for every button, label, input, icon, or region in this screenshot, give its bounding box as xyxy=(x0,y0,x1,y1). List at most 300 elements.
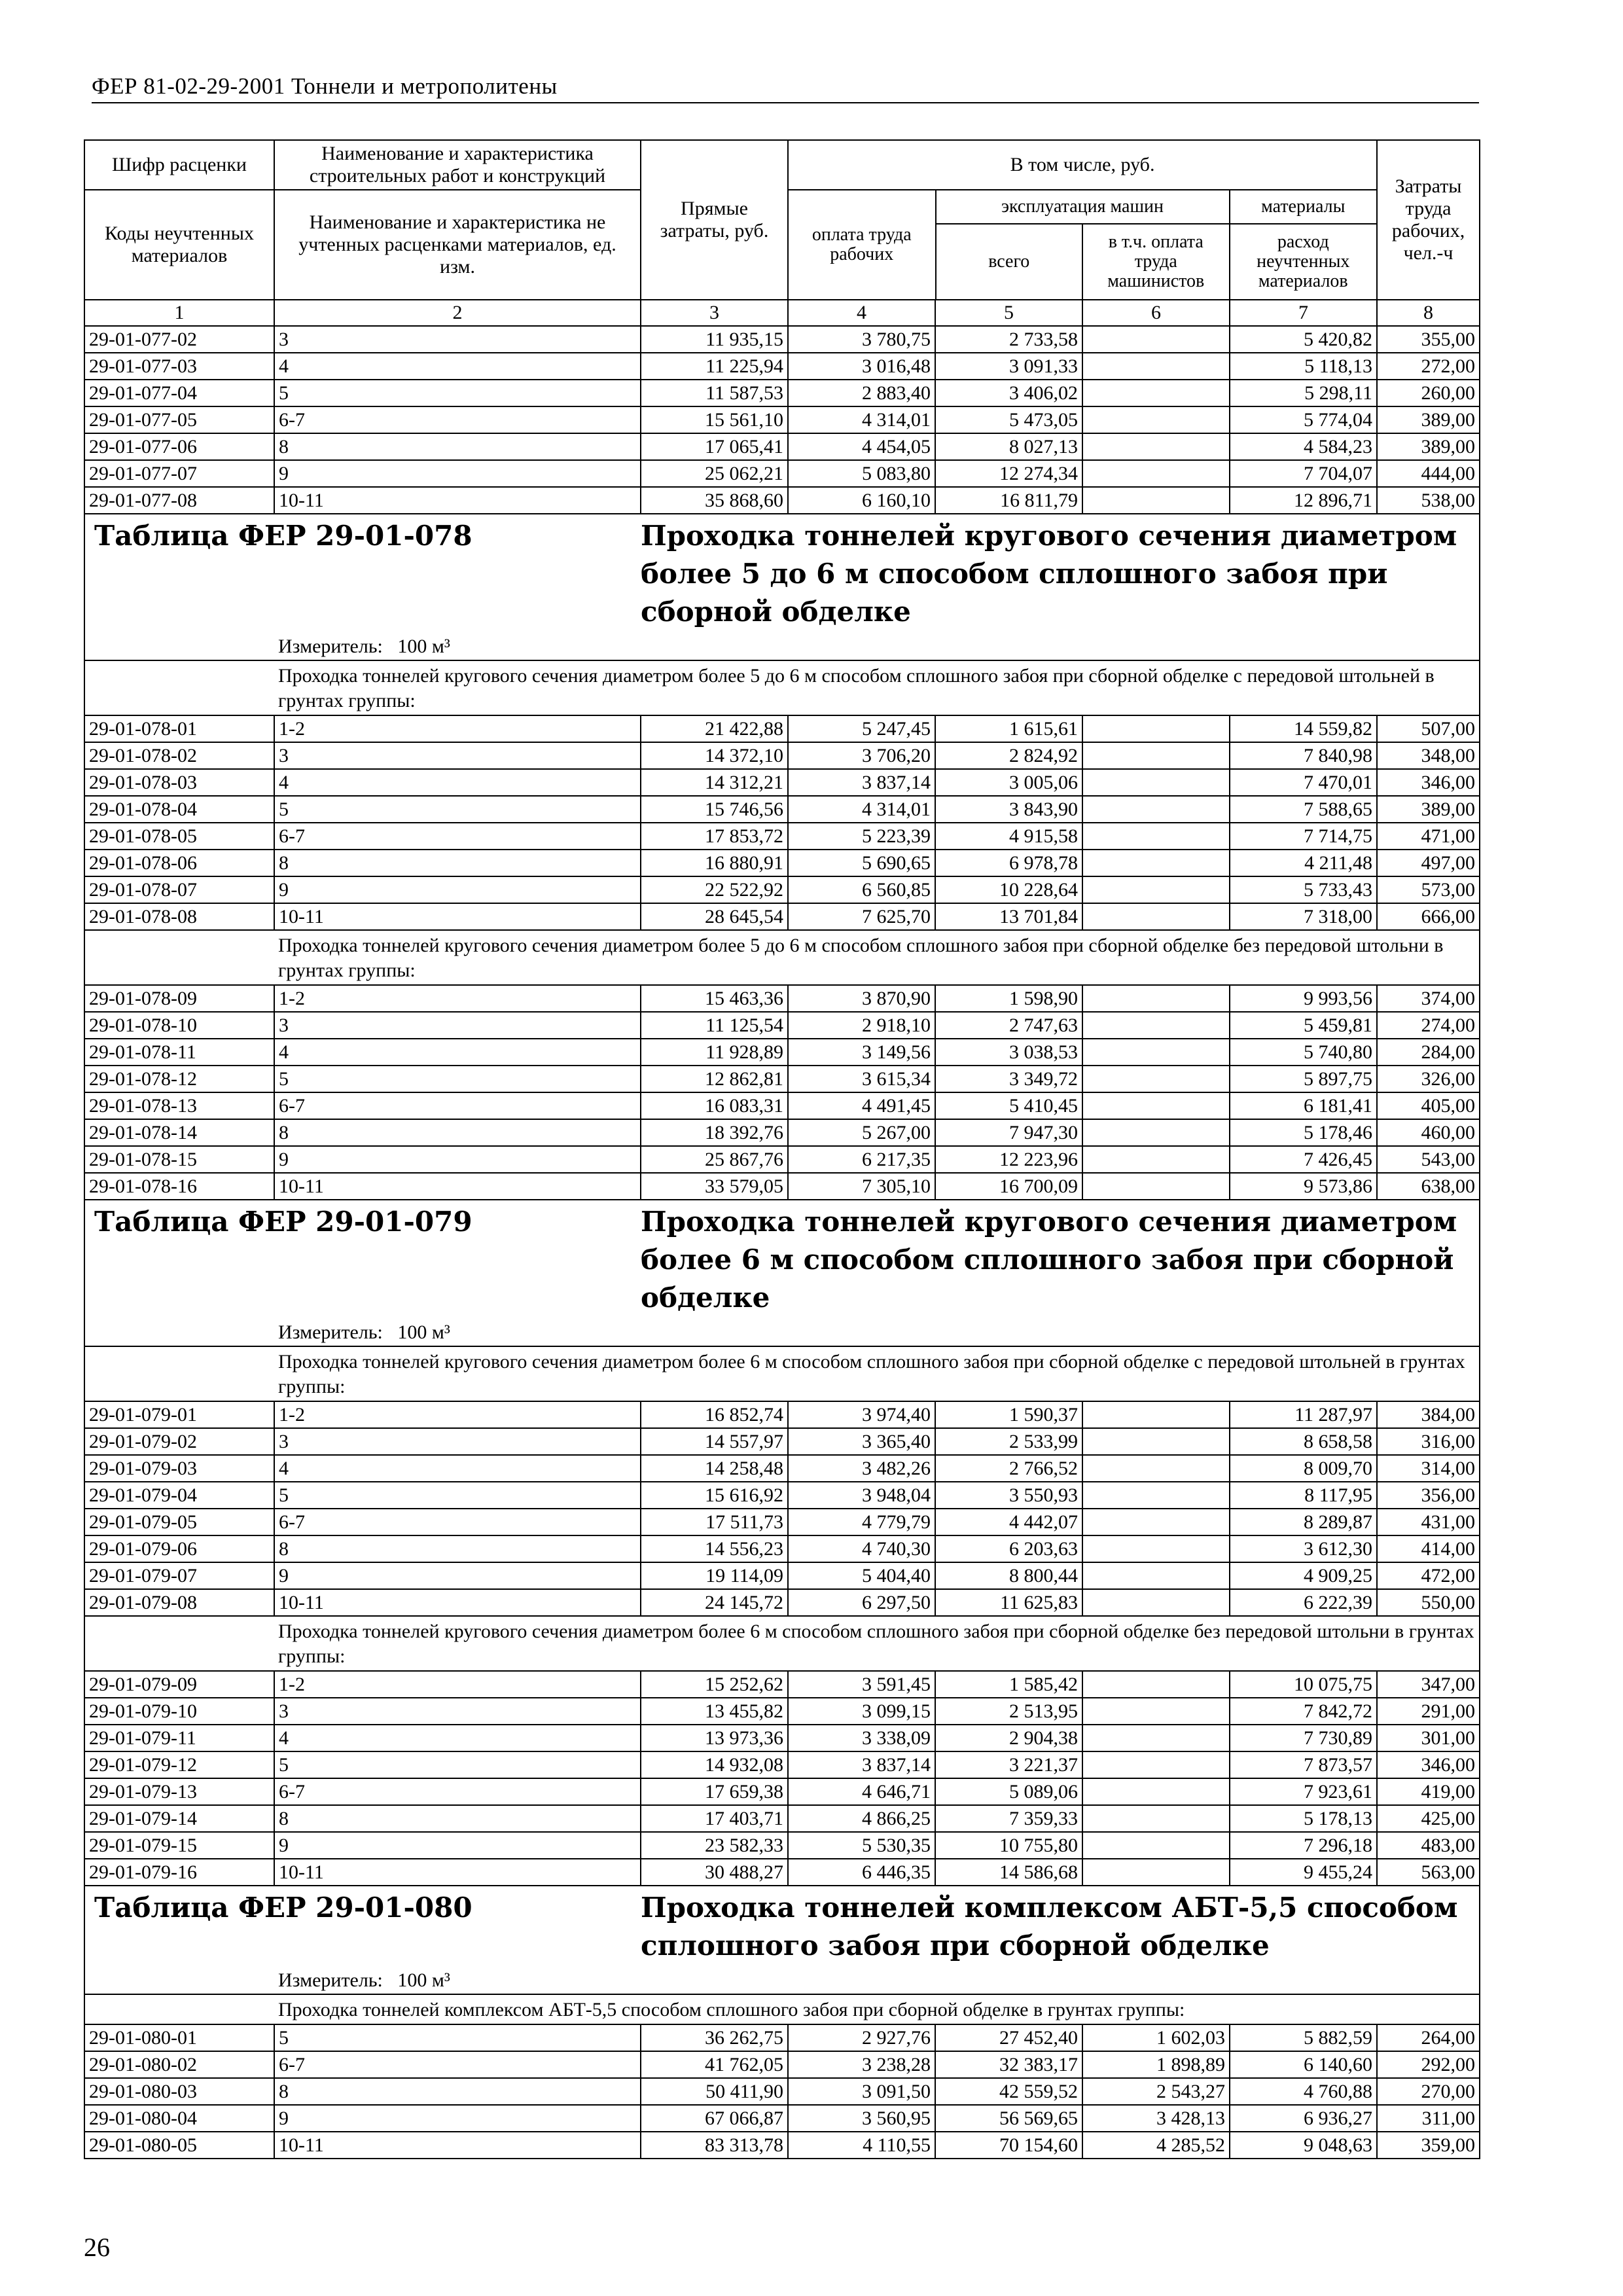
materials-cost: 4 211,48 xyxy=(1230,850,1377,876)
materials-cost: 7 704,07 xyxy=(1230,460,1377,487)
soil-group: 3 xyxy=(274,742,641,769)
table-row xyxy=(84,1173,1480,1200)
unit-cell xyxy=(274,1967,1480,1994)
labor-hours: 431,00 xyxy=(1377,1509,1480,1535)
materials-cost: 4 584,23 xyxy=(1230,433,1377,460)
machinist-wages xyxy=(1082,1535,1230,1562)
soil-group: 10-11 xyxy=(274,2132,641,2159)
materials-cost: 6 140,60 xyxy=(1230,2051,1377,2078)
soil-group: 4 xyxy=(274,1039,641,1066)
direct-costs: 15 616,92 xyxy=(641,1482,788,1509)
table-row xyxy=(84,353,1480,380)
direct-costs: 13 973,36 xyxy=(641,1725,788,1751)
table-row xyxy=(84,487,1480,514)
table-row xyxy=(84,2078,1480,2105)
rate-code: 29-01-078-13 xyxy=(84,1092,274,1119)
machinist-wages xyxy=(1082,487,1230,514)
rate-code: 29-01-077-02 xyxy=(84,326,274,353)
materials-cost: 7 714,75 xyxy=(1230,823,1377,850)
soil-group: 4 xyxy=(274,1725,641,1751)
materials-cost: 6 936,27 xyxy=(1230,2105,1377,2132)
worker-wages: 4 314,01 xyxy=(788,406,935,433)
labor-hours: 348,00 xyxy=(1377,742,1480,769)
worker-wages: 3 091,50 xyxy=(788,2078,935,2105)
materials-cost: 9 048,63 xyxy=(1230,2132,1377,2159)
header-name-unaccounted: Наименование и характеристика не учтенных расценками материалов, ед. изм. xyxy=(274,190,641,300)
group-description-row xyxy=(84,1616,1480,1671)
table-section-079-b xyxy=(84,1616,1480,1671)
machines-total: 5 089,06 xyxy=(935,1778,1082,1805)
soil-group: 6-7 xyxy=(274,406,641,433)
materials-cost: 5 178,46 xyxy=(1230,1119,1377,1146)
document-title: ФЕР 81-02-29-2001 Тоннели и метрополитены xyxy=(92,73,558,99)
unit-value: 100 м³ xyxy=(397,636,450,657)
machinist-wages xyxy=(1082,876,1230,903)
direct-costs: 19 114,09 xyxy=(641,1562,788,1589)
labor-hours: 374,00 xyxy=(1377,985,1480,1012)
machinist-wages: 1 602,03 xyxy=(1082,2024,1230,2051)
column-number: 3 xyxy=(641,300,788,326)
materials-cost: 6 222,39 xyxy=(1230,1589,1377,1616)
soil-group: 10-11 xyxy=(274,1589,641,1616)
machinist-wages xyxy=(1082,1562,1230,1589)
rate-code: 29-01-078-09 xyxy=(84,985,274,1012)
soil-group: 8 xyxy=(274,433,641,460)
soil-group: 9 xyxy=(274,460,641,487)
unit-label: Измеритель: xyxy=(278,1321,383,1343)
direct-costs: 16 880,91 xyxy=(641,850,788,876)
machinist-wages xyxy=(1082,1805,1230,1832)
labor-hours: 538,00 xyxy=(1377,487,1480,514)
table-row xyxy=(84,876,1480,903)
machines-total: 4 442,07 xyxy=(935,1509,1082,1535)
column-number: 4 xyxy=(788,300,935,326)
table-row xyxy=(84,1805,1480,1832)
materials-cost: 10 075,75 xyxy=(1230,1671,1377,1698)
soil-group: 3 xyxy=(274,1012,641,1039)
table-row xyxy=(84,433,1480,460)
column-number: 8 xyxy=(1377,300,1480,326)
labor-hours: 292,00 xyxy=(1377,2051,1480,2078)
materials-cost: 7 842,72 xyxy=(1230,1698,1377,1725)
machines-total: 11 625,83 xyxy=(935,1589,1082,1616)
soil-group: 6-7 xyxy=(274,823,641,850)
group-description-row xyxy=(84,660,1480,715)
rate-code: 29-01-079-14 xyxy=(84,1805,274,1832)
labor-hours: 272,00 xyxy=(1377,353,1480,380)
soil-group: 8 xyxy=(274,2078,641,2105)
machinist-wages xyxy=(1082,1671,1230,1698)
labor-hours: 347,00 xyxy=(1377,1671,1480,1698)
labor-hours: 389,00 xyxy=(1377,433,1480,460)
rate-code: 29-01-079-06 xyxy=(84,1535,274,1562)
table-row xyxy=(84,796,1480,823)
materials-cost: 7 840,98 xyxy=(1230,742,1377,769)
soil-group: 3 xyxy=(274,326,641,353)
labor-hours: 563,00 xyxy=(1377,1859,1480,1886)
rates-table xyxy=(84,139,1480,2159)
worker-wages: 5 530,35 xyxy=(788,1832,935,1859)
table-row xyxy=(84,1778,1480,1805)
machinist-wages xyxy=(1082,903,1230,930)
direct-costs: 15 746,56 xyxy=(641,796,788,823)
direct-costs: 11 587,53 xyxy=(641,380,788,406)
worker-wages: 4 779,79 xyxy=(788,1509,935,1535)
section-label: Таблица ФЕР 29-01-080 xyxy=(84,1886,641,1967)
column-number: 7 xyxy=(1230,300,1377,326)
direct-costs: 21 422,88 xyxy=(641,715,788,742)
labor-hours: 274,00 xyxy=(1377,1012,1480,1039)
worker-wages: 3 706,20 xyxy=(788,742,935,769)
table-row xyxy=(84,1455,1480,1482)
page-number: 26 xyxy=(84,2233,110,2262)
table-section-080 xyxy=(84,1886,1480,2024)
machines-total: 70 154,60 xyxy=(935,2132,1082,2159)
labor-hours: 346,00 xyxy=(1377,769,1480,796)
soil-group: 6-7 xyxy=(274,1509,641,1535)
machines-total: 16 700,09 xyxy=(935,1173,1082,1200)
labor-hours: 346,00 xyxy=(1377,1751,1480,1778)
machines-total: 10 228,64 xyxy=(935,876,1082,903)
machines-total: 3 038,53 xyxy=(935,1039,1082,1066)
materials-cost: 7 923,61 xyxy=(1230,1778,1377,1805)
direct-costs: 25 867,76 xyxy=(641,1146,788,1173)
table-row xyxy=(84,715,1480,742)
machines-total: 27 452,40 xyxy=(935,2024,1082,2051)
direct-costs: 15 463,36 xyxy=(641,985,788,1012)
column-numbers-row xyxy=(84,300,1480,326)
materials-cost: 5 178,13 xyxy=(1230,1805,1377,1832)
machinist-wages xyxy=(1082,1146,1230,1173)
rate-code: 29-01-079-16 xyxy=(84,1859,274,1886)
labor-hours: 472,00 xyxy=(1377,1562,1480,1589)
direct-costs: 33 579,05 xyxy=(641,1173,788,1200)
column-number: 5 xyxy=(935,300,1082,326)
labor-hours: 264,00 xyxy=(1377,2024,1480,2051)
materials-cost: 7 426,45 xyxy=(1230,1146,1377,1173)
rate-code: 29-01-079-09 xyxy=(84,1671,274,1698)
machines-total: 1 615,61 xyxy=(935,715,1082,742)
materials-cost: 5 420,82 xyxy=(1230,326,1377,353)
materials-cost: 8 289,87 xyxy=(1230,1509,1377,1535)
machines-total: 5 410,45 xyxy=(935,1092,1082,1119)
labor-hours: 573,00 xyxy=(1377,876,1480,903)
machinist-wages xyxy=(1082,1428,1230,1455)
machines-total: 2 533,99 xyxy=(935,1428,1082,1455)
labor-hours: 291,00 xyxy=(1377,1698,1480,1725)
rate-code: 29-01-080-04 xyxy=(84,2105,274,2132)
rate-code: 29-01-077-08 xyxy=(84,487,274,514)
rows-078-b xyxy=(84,985,1480,1200)
machines-total: 4 915,58 xyxy=(935,823,1082,850)
machines-total: 8 800,44 xyxy=(935,1562,1082,1589)
header-direct-costs: Прямые затраты, руб. xyxy=(641,140,788,300)
soil-group: 8 xyxy=(274,1119,641,1146)
machinist-wages xyxy=(1082,380,1230,406)
soil-group: 10-11 xyxy=(274,1859,641,1886)
table-row xyxy=(84,1562,1480,1589)
column-number: 2 xyxy=(274,300,641,326)
worker-wages: 4 454,05 xyxy=(788,433,935,460)
rate-code: 29-01-079-07 xyxy=(84,1562,274,1589)
machinist-wages xyxy=(1082,460,1230,487)
direct-costs: 14 556,23 xyxy=(641,1535,788,1562)
machines-total: 3 221,37 xyxy=(935,1751,1082,1778)
machines-total: 6 978,78 xyxy=(935,850,1082,876)
section-title: Проходка тоннелей кругового сечения диаметром более 6 м способом сплошного забоя при сборной обделке xyxy=(641,1200,1480,1319)
rate-code: 29-01-080-02 xyxy=(84,2051,274,2078)
group-description: Проходка тоннелей комплексом АБТ-5,5 способом сплошного забоя при сборной обделке в грунтах группы: xyxy=(274,1994,1480,2024)
section-title-row xyxy=(84,1200,1480,1319)
column-number: 6 xyxy=(1082,300,1230,326)
worker-wages: 3 365,40 xyxy=(788,1428,935,1455)
section-label: Таблица ФЕР 29-01-079 xyxy=(84,1200,641,1319)
table-row xyxy=(84,903,1480,930)
worker-wages: 3 149,56 xyxy=(788,1039,935,1066)
machinist-wages xyxy=(1082,1173,1230,1200)
machinist-wages xyxy=(1082,1092,1230,1119)
machines-total: 2 824,92 xyxy=(935,742,1082,769)
group-description: Проходка тоннелей кругового сечения диаметром более 5 до 6 м способом сплошного забоя при сборной обделке с передовой штольней в грунтах группы: xyxy=(274,660,1480,715)
rate-code: 29-01-079-04 xyxy=(84,1482,274,1509)
group-description-row xyxy=(84,1346,1480,1401)
unit-cell xyxy=(274,1319,1480,1346)
labor-hours: 543,00 xyxy=(1377,1146,1480,1173)
worker-wages: 6 446,35 xyxy=(788,1859,935,1886)
rate-code: 29-01-078-11 xyxy=(84,1039,274,1066)
direct-costs: 16 083,31 xyxy=(641,1092,788,1119)
soil-group: 1-2 xyxy=(274,985,641,1012)
direct-costs: 24 145,72 xyxy=(641,1589,788,1616)
soil-group: 1-2 xyxy=(274,1671,641,1698)
labor-hours: 425,00 xyxy=(1377,1805,1480,1832)
labor-hours: 460,00 xyxy=(1377,1119,1480,1146)
rate-code: 29-01-078-01 xyxy=(84,715,274,742)
table-row xyxy=(84,460,1480,487)
direct-costs: 67 066,87 xyxy=(641,2105,788,2132)
machines-total: 2 513,95 xyxy=(935,1698,1082,1725)
unit-label: Измеритель: xyxy=(278,1969,383,1991)
labor-hours: 405,00 xyxy=(1377,1092,1480,1119)
worker-wages: 7 625,70 xyxy=(788,903,935,930)
labor-hours: 550,00 xyxy=(1377,1589,1480,1616)
rows-077 xyxy=(84,326,1480,514)
materials-cost: 5 733,43 xyxy=(1230,876,1377,903)
materials-cost: 8 009,70 xyxy=(1230,1455,1377,1482)
worker-wages: 5 247,45 xyxy=(788,715,935,742)
machinist-wages: 1 898,89 xyxy=(1082,2051,1230,2078)
machines-total: 16 811,79 xyxy=(935,487,1082,514)
direct-costs: 17 403,71 xyxy=(641,1805,788,1832)
materials-cost: 7 730,89 xyxy=(1230,1725,1377,1751)
soil-group: 10-11 xyxy=(274,1173,641,1200)
worker-wages: 6 560,85 xyxy=(788,876,935,903)
machinist-wages xyxy=(1082,1066,1230,1092)
table-row xyxy=(84,1589,1480,1616)
materials-cost: 9 573,86 xyxy=(1230,1173,1377,1200)
materials-cost: 4 909,25 xyxy=(1230,1562,1377,1589)
machines-total: 3 091,33 xyxy=(935,353,1082,380)
table-row xyxy=(84,1092,1480,1119)
materials-cost: 7 318,00 xyxy=(1230,903,1377,930)
worker-wages: 5 083,80 xyxy=(788,460,935,487)
worker-wages: 3 870,90 xyxy=(788,985,935,1012)
machines-total: 1 590,37 xyxy=(935,1401,1082,1428)
direct-costs: 36 262,75 xyxy=(641,2024,788,2051)
labor-hours: 384,00 xyxy=(1377,1401,1480,1428)
direct-costs: 30 488,27 xyxy=(641,1859,788,1886)
machines-total: 14 586,68 xyxy=(935,1859,1082,1886)
rate-code: 29-01-078-04 xyxy=(84,796,274,823)
direct-costs: 22 522,92 xyxy=(641,876,788,903)
section-title-row xyxy=(84,514,1480,634)
soil-group: 9 xyxy=(274,2105,641,2132)
direct-costs: 14 312,21 xyxy=(641,769,788,796)
worker-wages: 4 491,45 xyxy=(788,1092,935,1119)
soil-group: 5 xyxy=(274,1482,641,1509)
direct-costs: 28 645,54 xyxy=(641,903,788,930)
worker-wages: 3 837,14 xyxy=(788,1751,935,1778)
materials-cost: 7 588,65 xyxy=(1230,796,1377,823)
labor-hours: 355,00 xyxy=(1377,326,1480,353)
machinist-wages xyxy=(1082,1401,1230,1428)
machines-total: 6 203,63 xyxy=(935,1535,1082,1562)
table-row xyxy=(84,985,1480,1012)
rate-code: 29-01-080-05 xyxy=(84,2132,274,2159)
rate-code: 29-01-078-08 xyxy=(84,903,274,930)
labor-hours: 507,00 xyxy=(1377,715,1480,742)
header-labor: Затраты труда рабочих, чел.-ч xyxy=(1377,140,1480,300)
labor-hours: 359,00 xyxy=(1377,2132,1480,2159)
rate-code: 29-01-078-12 xyxy=(84,1066,274,1092)
group-description-row xyxy=(84,930,1480,985)
labor-hours: 497,00 xyxy=(1377,850,1480,876)
rate-code: 29-01-078-07 xyxy=(84,876,274,903)
worker-wages: 5 267,00 xyxy=(788,1119,935,1146)
labor-hours: 314,00 xyxy=(1377,1455,1480,1482)
direct-costs: 41 762,05 xyxy=(641,2051,788,2078)
worker-wages: 6 217,35 xyxy=(788,1146,935,1173)
soil-group: 3 xyxy=(274,1428,641,1455)
soil-group: 10-11 xyxy=(274,487,641,514)
machines-total: 3 349,72 xyxy=(935,1066,1082,1092)
labor-hours: 414,00 xyxy=(1377,1535,1480,1562)
worker-wages: 3 016,48 xyxy=(788,353,935,380)
machinist-wages xyxy=(1082,1509,1230,1535)
table-row xyxy=(84,2132,1480,2159)
worker-wages: 4 110,55 xyxy=(788,2132,935,2159)
machines-total: 7 947,30 xyxy=(935,1119,1082,1146)
machinist-wages xyxy=(1082,1482,1230,1509)
header-materials: материалы xyxy=(1230,190,1377,224)
header-machinists-wages: в т.ч. оплата труда машинистов xyxy=(1082,224,1230,299)
machinist-wages xyxy=(1082,823,1230,850)
direct-costs: 17 511,73 xyxy=(641,1509,788,1535)
worker-wages: 6 160,10 xyxy=(788,487,935,514)
labor-hours: 311,00 xyxy=(1377,2105,1480,2132)
materials-cost: 6 181,41 xyxy=(1230,1092,1377,1119)
direct-costs: 50 411,90 xyxy=(641,2078,788,2105)
page-header xyxy=(92,73,1479,103)
rows-080 xyxy=(84,2024,1480,2159)
labor-hours: 666,00 xyxy=(1377,903,1480,930)
soil-group: 5 xyxy=(274,1751,641,1778)
machines-total: 2 733,58 xyxy=(935,326,1082,353)
materials-cost: 7 873,57 xyxy=(1230,1751,1377,1778)
soil-group: 8 xyxy=(274,1805,641,1832)
machines-total: 3 550,93 xyxy=(935,1482,1082,1509)
machinist-wages xyxy=(1082,326,1230,353)
machines-total: 56 569,65 xyxy=(935,2105,1082,2132)
materials-cost: 4 760,88 xyxy=(1230,2078,1377,2105)
direct-costs: 14 372,10 xyxy=(641,742,788,769)
direct-costs: 25 062,21 xyxy=(641,460,788,487)
machines-total: 2 766,52 xyxy=(935,1455,1082,1482)
direct-costs: 17 659,38 xyxy=(641,1778,788,1805)
soil-group: 4 xyxy=(274,1455,641,1482)
direct-costs: 18 392,76 xyxy=(641,1119,788,1146)
machines-total: 8 027,13 xyxy=(935,433,1082,460)
machines-total: 3 843,90 xyxy=(935,796,1082,823)
rate-code: 29-01-079-15 xyxy=(84,1832,274,1859)
labor-hours: 483,00 xyxy=(1377,1832,1480,1859)
table-row xyxy=(84,380,1480,406)
materials-cost: 5 774,04 xyxy=(1230,406,1377,433)
materials-cost: 8 117,95 xyxy=(1230,1482,1377,1509)
rate-code: 29-01-079-12 xyxy=(84,1751,274,1778)
table-row xyxy=(84,1066,1480,1092)
worker-wages: 3 615,34 xyxy=(788,1066,935,1092)
labor-hours: 444,00 xyxy=(1377,460,1480,487)
machinist-wages xyxy=(1082,406,1230,433)
machinist-wages xyxy=(1082,1832,1230,1859)
labor-hours: 326,00 xyxy=(1377,1066,1480,1092)
worker-wages: 3 837,14 xyxy=(788,769,935,796)
table-row xyxy=(84,1859,1480,1886)
rate-code: 29-01-079-02 xyxy=(84,1428,274,1455)
machinist-wages xyxy=(1082,1698,1230,1725)
machines-total: 3 406,02 xyxy=(935,380,1082,406)
labor-hours: 389,00 xyxy=(1377,406,1480,433)
labor-hours: 389,00 xyxy=(1377,796,1480,823)
direct-costs: 14 258,48 xyxy=(641,1455,788,1482)
machinist-wages xyxy=(1082,1751,1230,1778)
unit-row xyxy=(84,1319,1480,1346)
machinist-wages xyxy=(1082,850,1230,876)
header-including-breakdown xyxy=(788,190,1377,300)
table-row xyxy=(84,2051,1480,2078)
machinist-wages xyxy=(1082,1589,1230,1616)
table-row xyxy=(84,2105,1480,2132)
rate-code: 29-01-078-05 xyxy=(84,823,274,850)
direct-costs: 23 582,33 xyxy=(641,1832,788,1859)
soil-group: 6-7 xyxy=(274,1092,641,1119)
group-description: Проходка тоннелей кругового сечения диаметром более 6 м способом сплошного забоя при сборной обделке без передовой штольни в грунтах группы: xyxy=(274,1616,1480,1671)
materials-cost: 7 470,01 xyxy=(1230,769,1377,796)
machinist-wages: 3 428,13 xyxy=(1082,2105,1230,2132)
group-description-row xyxy=(84,1994,1480,2024)
machines-total: 3 005,06 xyxy=(935,769,1082,796)
table-row xyxy=(84,1751,1480,1778)
labor-hours: 301,00 xyxy=(1377,1725,1480,1751)
soil-group: 8 xyxy=(274,1535,641,1562)
table-row xyxy=(84,1509,1480,1535)
worker-wages: 3 099,15 xyxy=(788,1698,935,1725)
rate-code: 29-01-080-01 xyxy=(84,2024,274,2051)
column-number: 1 xyxy=(84,300,274,326)
table-row xyxy=(84,1482,1480,1509)
worker-wages: 6 297,50 xyxy=(788,1589,935,1616)
